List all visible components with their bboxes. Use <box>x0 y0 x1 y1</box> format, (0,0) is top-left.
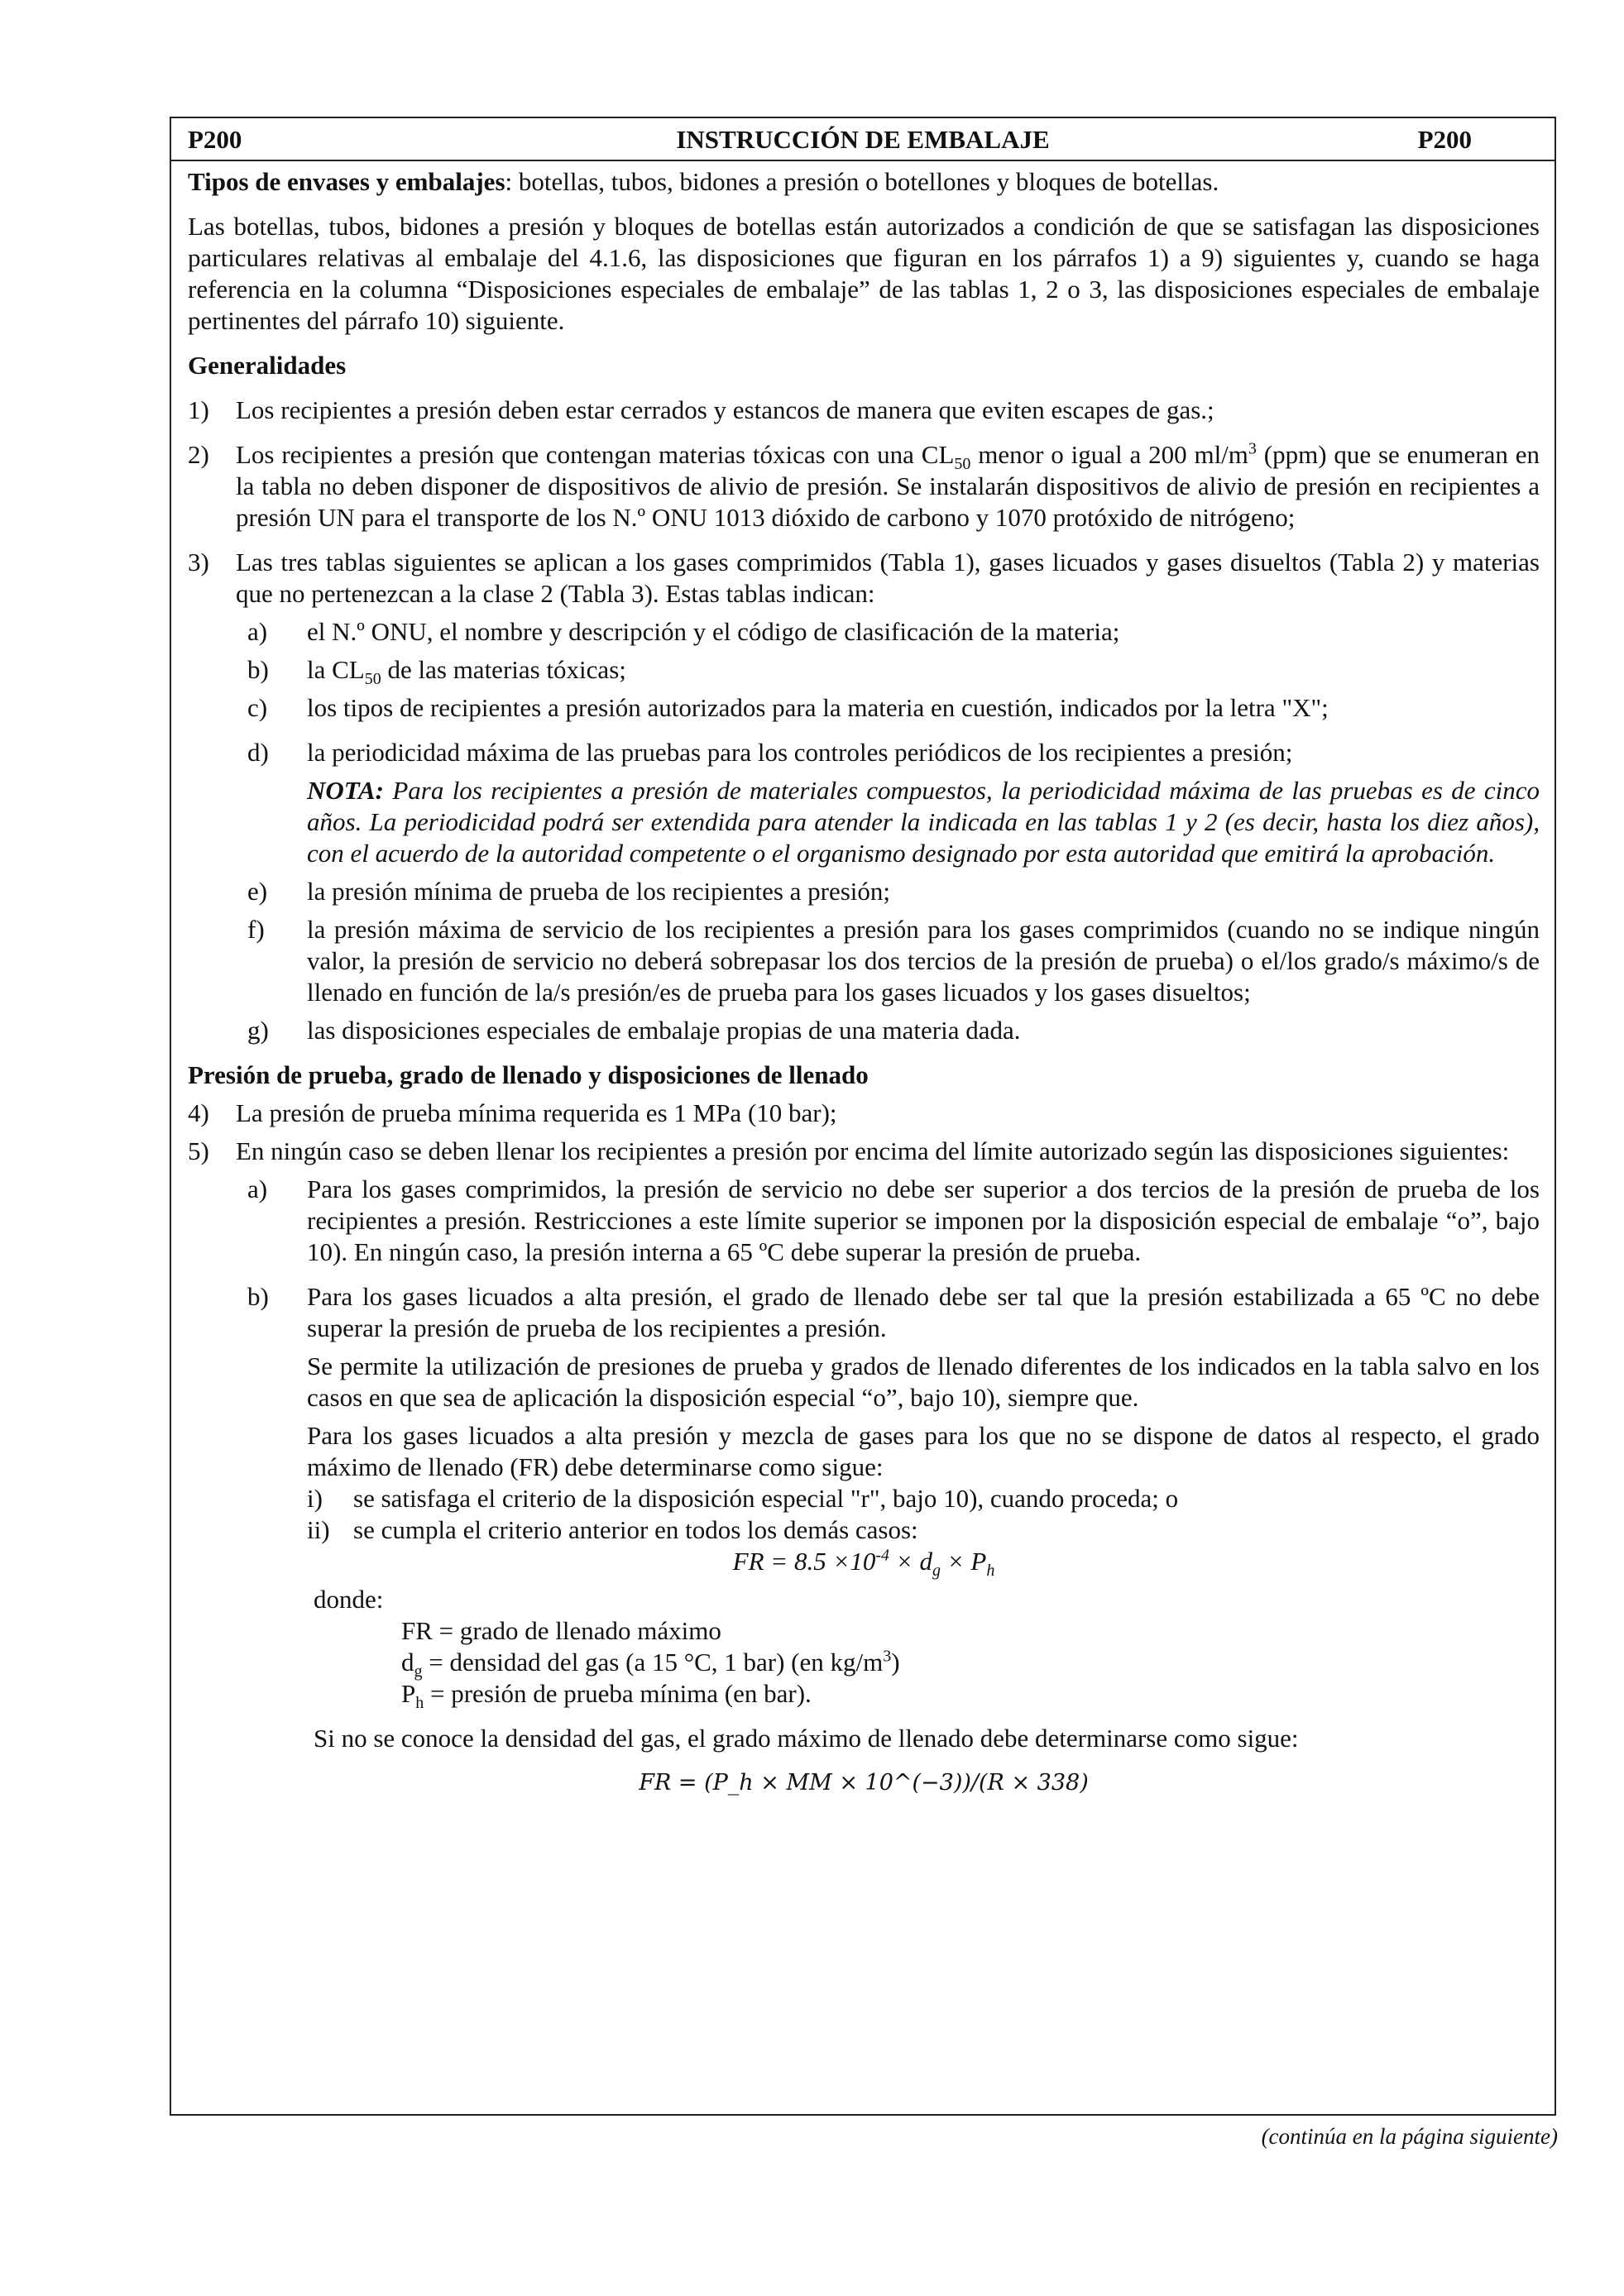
sub-letter: f) <box>247 915 265 944</box>
text-part: = presión de prueba mínima (en bar). <box>424 1679 812 1708</box>
sub-text: la presión mínima de prueba de los recipientes a presión; <box>307 877 891 906</box>
item-3b <box>247 654 1540 689</box>
note-label: NOTA: <box>307 776 384 805</box>
text-part: P <box>401 1679 416 1708</box>
item-text: Las tres tablas siguientes se aplican a los gases comprimidos (Tabla 1), gases licuados y gases disueltos (Tabla 2) y materias que no pertenezcan a la clase 2 (Tabla 3). Estas tablas indican: <box>236 548 1540 608</box>
definition-ph <box>401 1678 1540 1713</box>
item-1 <box>188 395 1540 426</box>
superscript: 3 <box>1248 439 1257 458</box>
item-number: 4) <box>188 1098 209 1127</box>
item-3f <box>247 914 1540 1008</box>
text-part: de las materias tóxicas; <box>381 655 626 684</box>
definition-dg <box>401 1647 1540 1681</box>
types-label: Tipos de envases y embalajes <box>188 167 505 196</box>
roman-text: se satisfaga el criterio de la disposición especial "r", bajo 10), cuando proceda; o <box>353 1484 1179 1513</box>
text-part: ) <box>891 1648 900 1677</box>
formula-part: × P <box>940 1547 987 1576</box>
item-3e <box>247 876 1540 907</box>
item-number: 3) <box>188 548 209 576</box>
item-5b-ii <box>307 1514 1540 1546</box>
definition-fr: FR = grado de llenado máximo <box>401 1616 721 1645</box>
item-3a <box>247 616 1540 648</box>
sub-text: Para los gases licuados a alta presión, el grado de llenado debe ser tal que la presión estabilizada a 65 ºC no debe superar la presión de prueba de los recipientes a presión. <box>307 1282 1540 1342</box>
roman-text: se cumpla el criterio anterior en todos los demás casos: <box>353 1515 918 1544</box>
item-4 <box>188 1098 1540 1129</box>
text-part: la CL <box>307 655 365 684</box>
text-part: = densidad del gas (a 15 °C, 1 bar) (en kg/m <box>422 1648 884 1677</box>
item-5b-paragraph-2: Se permite la utilización de presiones de prueba y grados de llenado diferentes de los indicados en la tabla salvo en los casos en que sea de aplicación la disposición especial “o”, bajo 10), siempre que. <box>307 1351 1540 1412</box>
sub-letter: d) <box>247 738 269 767</box>
item-2 <box>188 439 1540 533</box>
roman-numeral: ii) <box>307 1515 330 1544</box>
sub-letter: e) <box>247 877 268 906</box>
text-part: (ppm) que se enumeran en la tabla no deben disponer de dispositivos de alivio de presión. Se instalarán dispositivos de alivio de presión en recipientes a presión UN para el transporte de los N.º ONU 1013 dióxido de carbono y 1070 protóxido de nitrógeno; <box>236 440 1540 532</box>
continuation-note: (continúa en la página siguiente) <box>1261 2124 1558 2149</box>
sub-text: la presión máxima de servicio de los recipientes a presión para los gases comprimidos (cuando no se indique ningún valor, la presión de servicio no deberá sobrepasar los dos tercios de la presión de prueba) o el/los grado/s máximo/s de llenado en función de la/s presión/es de prueba para los gases licuados y los gases disueltos; <box>307 915 1540 1007</box>
text-part: menor o igual a 200 ml/m <box>970 440 1248 469</box>
sub-letter: a) <box>247 617 268 646</box>
item-text: Los recipientes a presión deben estar cerrados y estancos de manera que eviten escapes de gas.; <box>236 395 1214 424</box>
header-code-right: P200 <box>1417 125 1472 154</box>
item-text <box>236 439 1540 533</box>
header-title: INSTRUCCIÓN DE EMBALAJE <box>676 125 1050 154</box>
subscript: 50 <box>364 670 381 689</box>
sub-text <box>307 654 1540 689</box>
superscript: -4 <box>875 1546 890 1565</box>
sub-letter: g) <box>247 1016 269 1045</box>
instruction-frame <box>170 117 1556 2116</box>
formula-part: FR = 8.5 ×10 <box>732 1547 876 1576</box>
item-number: 5) <box>188 1136 209 1165</box>
item-3c <box>247 692 1540 724</box>
item-number: 1) <box>188 395 209 424</box>
sub-text: la periodicidad máxima de las pruebas para los controles periódicos de los recipientes a presión; <box>307 738 1293 767</box>
item-5b-paragraph-3: Para los gases licuados a alta presión y mezcla de gases para los que no se dispone de datos al respecto, el grado máximo de llenado (FR) debe determinarse como sigue: <box>307 1421 1540 1481</box>
sub-text: el N.º ONU, el nombre y descripción y el código de clasificación de la materia; <box>307 617 1120 646</box>
instruction-content <box>188 166 1540 1799</box>
header-row <box>171 118 1555 161</box>
item-5 <box>188 1136 1540 1167</box>
formula-part: × d <box>889 1547 932 1576</box>
subscript: g <box>932 1562 941 1581</box>
intro-paragraph: Las botellas, tubos, bidones a presión y bloques de botellas están autorizados a condición de que se satisfagan las disposiciones particulares relativas al embalaje del 4.1.6, las disposiciones que figuran en los párrafos 1) a 9) siguientes y, cuando se haga referencia en la columna “Disposiciones especiales de embalaje” de las tablas 1, 2 o 3, las disposiciones especiales de embalaje pertinentes del párrafo 10) siguiente. <box>188 212 1540 335</box>
item-3d <box>247 737 1540 768</box>
where-label: donde: <box>314 1585 384 1614</box>
superscript: 3 <box>883 1647 892 1666</box>
item-text: En ningún caso se deben llenar los recipientes a presión por encima del límite autorizado según las disposiciones siguientes: <box>236 1136 1510 1165</box>
roman-numeral: i) <box>307 1484 323 1513</box>
formula-fr-alt: FR = (P_h × MM × 10^(−3))/(R × 338) <box>639 1770 1089 1796</box>
subscript: h <box>986 1562 995 1581</box>
item-5b-i <box>307 1483 1540 1514</box>
sub-text: las disposiciones especiales de embalaje propias de una materia dada. <box>307 1016 1021 1045</box>
sub-text: los tipos de recipientes a presión autorizados para la materia en cuestión, indicados por la letra "X"; <box>307 693 1329 722</box>
text-part: d <box>401 1648 414 1677</box>
header-code-left: P200 <box>188 125 242 154</box>
types-paragraph <box>188 166 1540 198</box>
subscript: g <box>414 1662 423 1681</box>
subscript: h <box>415 1694 424 1713</box>
section-general-heading: Generalidades <box>188 351 347 380</box>
sub-letter: a) <box>247 1174 268 1203</box>
sub-letter: c) <box>247 693 268 722</box>
subscript: 50 <box>954 455 971 474</box>
text-part: Los recipientes a presión que contengan materias tóxicas con una CL <box>236 440 955 469</box>
item-3g <box>247 1015 1540 1046</box>
formula-fr <box>188 1546 1540 1581</box>
types-text: : botellas, tubos, bidones a presión o botellones y bloques de botellas. <box>505 167 1219 196</box>
item-5b <box>247 1281 1540 1344</box>
item-number: 2) <box>188 440 209 469</box>
sub-letter: b) <box>247 655 269 684</box>
item-3 <box>188 547 1540 610</box>
note-paragraph <box>307 775 1540 869</box>
item-5a <box>247 1174 1540 1268</box>
sub-letter: b) <box>247 1282 269 1311</box>
item-text: La presión de prueba mínima requerida es 1 MPa (10 bar); <box>236 1098 837 1127</box>
section-pressure-heading: Presión de prueba, grado de llenado y disposiciones de llenado <box>188 1060 869 1089</box>
note-text: Para los recipientes a presión de materiales compuestos, la periodicidad máxima de las pruebas es de cinco años. La periodicidad podrá ser extendida para atender la indicada en las tablas 1 y 2 (es decir, hasta los diez años), con el acuerdo de la autoridad competente o el organismo designado por esta autoridad que emitirá la aprobación. <box>307 776 1540 868</box>
unknown-density-paragraph: Si no se conoce la densidad del gas, el grado máximo de llenado debe determinarse como sigue: <box>314 1724 1299 1753</box>
sub-text: Para los gases comprimidos, la presión de servicio no debe ser superior a dos tercios de la presión de prueba de los recipientes a presión. Restricciones a este límite superior se imponen por la disposición especial de embalaje “o”, bajo 10). En ningún caso, la presión interna a 65 ºC debe superar la presión de prueba. <box>307 1174 1540 1266</box>
